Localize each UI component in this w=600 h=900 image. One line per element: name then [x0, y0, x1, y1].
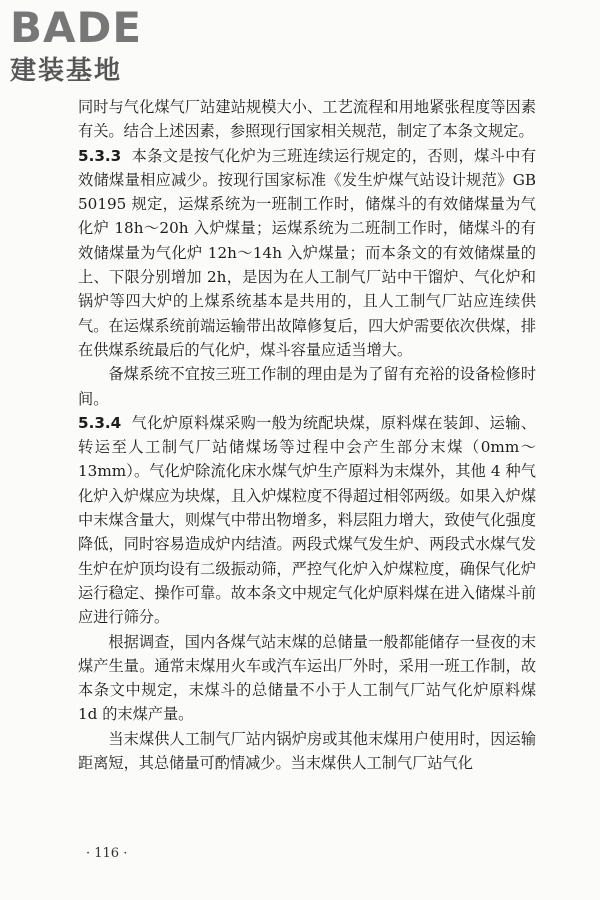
logo-brand-text: BADE	[10, 3, 143, 52]
paragraph-text: 气化炉原料煤采购一般为统配块煤，原料煤在装卸、运输、转运至人工制气厂站储煤场等过程中会产生部分末煤（0mm～13mm）。气化炉除流化床水煤气炉生产原料为末煤外，其他 4 种气化炉入炉煤应为块煤，且入炉煤粒度不得超过相邻两级。如果入炉煤中末煤含量大，则煤气中带出物增多，料层阻力增大，致使气化强度降低，同时容易造成炉内结渣。两段式煤气发生炉、两段式水煤气发生炉在炉顶均设有二级振动筛，严控气化炉入炉煤粒度，确保气化炉运行稳定、操作可靠。故本条文中规定气化炉原料煤在进入储煤斗前应进行筛分。	[78, 413, 536, 627]
paragraph-text: 本条文是按气化炉为三班连续运行规定的，否则，煤斗中有效储煤量相应减少。按现行国家标准《发生炉煤气站设计规范》GB 50195 规定，运煤系统为一班制工作时，储煤斗的有效储煤量为气化炉 18h～20h 入炉煤量；运煤系统为二班制工作时，储煤斗的有效储煤量为气化炉 12h～14h 入炉煤量；而本条文的有效储煤量的上、下限分别增加 2h，是因为在人工制气厂站中干馏炉、气化炉和锅炉等四大炉的上煤系统基本是共用的，且人工制气厂站应连续供气。在运煤系统前端运输带出故障修复后，四大炉需要依次供煤，排在供煤系统最后的气化炉，煤斗容量应适当增大。	[78, 146, 536, 359]
section-paragraph-5-3-3	[78, 144, 536, 363]
page-number: · 116 ·	[86, 846, 128, 861]
logo-subtitle: 建装基地	[10, 56, 123, 86]
paragraph	[78, 362, 536, 411]
document-body	[78, 95, 536, 775]
paragraph	[78, 630, 536, 727]
paragraph	[78, 727, 536, 776]
paragraph-text: 同时与气化煤气厂站建站规模大小、工艺流程和用地紧张程度等因素有关。结合上述因素，参照现行国家相关规范，制定了本条文规定。	[78, 98, 536, 141]
bade-logo	[10, 3, 180, 90]
section-paragraph-5-3-4	[78, 411, 536, 630]
paragraph-text: 当末煤供人工制气厂站内锅炉房或其他末煤用户使用时，因运输距离短，其总储量可酌情减少。当末煤供人工制气厂站气化	[78, 729, 536, 773]
paragraph-text: 备煤系统不宜按三班工作制的理由是为了留有充裕的设备检修时间。	[78, 365, 536, 408]
paragraph-text: 根据调查，国内各煤气站末煤的总储量一般都能储存一昼夜的末煤产生量。通常末煤用火车或汽车运出厂外时，采用一班工作制，故本条文中规定，末煤斗的总储量不小于人工制气厂站气化炉原料煤 1d 的末煤产量。	[78, 632, 536, 724]
section-number: 5.3.4	[78, 413, 122, 432]
paragraph	[78, 95, 536, 144]
section-number: 5.3.3	[78, 146, 122, 165]
